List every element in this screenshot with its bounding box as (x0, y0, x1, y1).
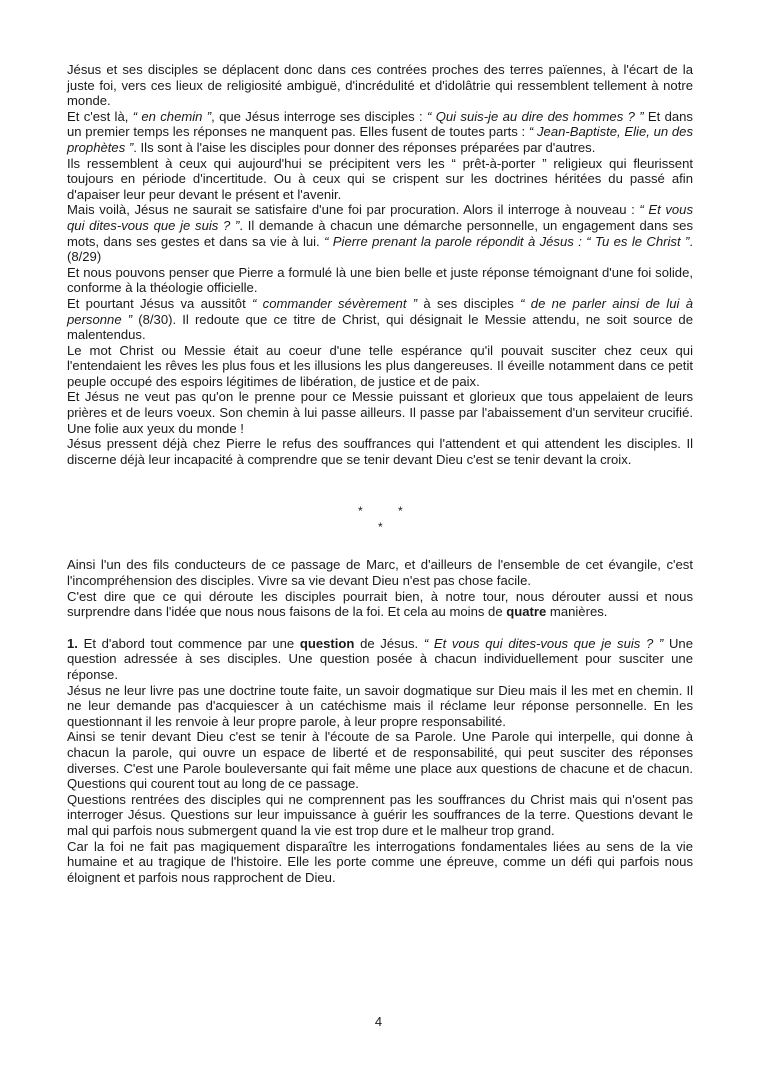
page-number: 4 (374, 1014, 383, 1029)
paragraph-text: Questions rentrées des disciples qui ne comprennent pas les souffrances du Christ mais qui n'osent pas interroger Jésus. Questions sur leur impuissance à guérir les souffrances de la terre. Questions devant le mal qui parfois nous submergent quand la vie est trop dure et le malheur trop grand. (67, 791, 693, 838)
paragraph-text: . Ils sont à l'aise les disciples pour donner des réponses préparées par d'autres. (133, 139, 596, 155)
page-body (67, 62, 693, 885)
paragraph-text: de Jésus. (354, 635, 424, 651)
emphasis-text: quatre (506, 604, 547, 620)
paragraph-text: Une question adressée à ses disciples. Une question posée à chacun individuellement pour susciter une réponse. (67, 635, 693, 682)
paragraph-text: Ils ressemblent à ceux qui aujourd'hui se précipitent vers les “ prêt-à-porter ” religieux qui fleurissent toujours en période d'incertitude. Ou à ceux qui se crispent sur les doctrines héritées du passé afin d'apaiser leur peur devant le présent et l'avenir. (67, 155, 693, 202)
paragraph (67, 729, 693, 791)
paragraph-text: à ses disciples (417, 295, 521, 311)
paragraph-text: Mais voilà, Jésus ne saurait se satisfaire d'une foi par procuration. Alors il interroge à nouveau : (67, 202, 640, 218)
paragraph-text: C'est dire que ce qui déroute les disciples pourrait bien, à notre tour, nous dérouter aussi et nous surprendre dans l'idée que nous nous faisons de la foi. Et cela au moins de (67, 588, 693, 620)
paragraph (67, 436, 693, 467)
separator-star: * (358, 504, 363, 519)
paragraph (67, 636, 693, 683)
paragraph-text: Ainsi se tenir devant Dieu c'est se tenir à l'écoute de sa Parole. Une Parole qui interpelle, qui donne à chacun la parole, qui ouvre un espace de liberté et de responsabilité, qui peut susciter des réponses diverses. C'est une Parole bouleversante qui fait même une place aux questions de chacune et de chacun. Questions qui courent tout au long de ce passage. (67, 729, 693, 792)
spacer (67, 535, 693, 557)
quote-text: “ Pierre prenant la parole répondit à Jésus : “ Tu es le Christ ” (324, 233, 690, 249)
paragraph-text: Et d'abord tout commence par une (77, 635, 300, 651)
emphasis-text: question (299, 635, 355, 651)
paragraph (67, 389, 693, 436)
section-2 (67, 557, 693, 619)
quote-text: “ Et vous qui dites-vous que je suis ? ” (423, 635, 664, 651)
paragraph-text: Jésus et ses disciples se déplacent donc dans ces contrées proches des terres païennes, à l'écart de la juste foi, vers ces lieux de religiosité ambiguë, d'incrédulité et d'idolâtrie qui ressemblent tellement à notre monde. (67, 62, 693, 109)
paragraph-text: . Il demande à chacun une démarche personnelle, un engagement dans ses mots, dans ses gestes et dans sa vie à lui. (67, 217, 693, 249)
paragraph (67, 343, 693, 390)
paragraph (67, 296, 693, 343)
section-1 (67, 62, 693, 467)
paragraph-text: . (8/29) (67, 233, 693, 265)
separator-star: * (398, 504, 403, 519)
paragraph-text: , que Jésus interroge ses disciples : (211, 108, 428, 124)
quote-text: “ Qui suis-je au dire des hommes ? ” (427, 108, 644, 124)
paragraph-text: Jésus ne leur livre pas une doctrine toute faite, un savoir dogmatique sur Dieu mais il les met en chemin. Il ne leur demande pas d'acquiescer à un catéchisme mais il réclame leur réponse personnelle. En les questionnant il les renvoie à leur propre parole, à leur propre responsabilité. (67, 682, 693, 729)
paragraph-text: Ainsi l'un des fils conducteurs de ce passage de Marc, et d'ailleurs de l'ensemble de cet évangile, c'est l'incompréhension des disciples. Vivre sa vie devant Dieu n'est pas chose facile. (67, 557, 693, 589)
paragraph-text: Et pourtant Jésus va aussitôt (67, 295, 252, 311)
paragraph (67, 202, 693, 264)
spacer (67, 620, 693, 636)
paragraph (67, 839, 693, 886)
quote-text: “ de ne parler ainsi de lui à personne ” (67, 295, 693, 327)
paragraph (67, 156, 693, 203)
quote-text: “ en chemin ” (132, 108, 212, 124)
paragraph-text: Le mot Christ ou Messie était au coeur d'une telle espérance qu'il pouvait susciter chez ceux qui l'entendaient les rêves les plus fous et les illusions les plus dangereuses. Il éveille notamment dans ce petit peuple occupé des espoirs légitimes de libération, de justice et de paix. (67, 342, 693, 389)
section-3 (67, 636, 693, 886)
quote-text: “ commander sévèrement ” (252, 295, 418, 311)
quote-text: “ Et vous qui dites-vous que je suis ? ” (67, 202, 694, 233)
paragraph-text: manières. (546, 604, 608, 620)
spacer (67, 467, 693, 505)
paragraph-text: Et c'est là, (67, 108, 133, 124)
paragraph (67, 557, 693, 588)
paragraph (67, 109, 693, 156)
paragraph-text: Et Jésus ne veut pas qu'on le prenne pour ce Messie puissant et glorieux que tous appelaient de leurs prières et de leurs voeux. Son chemin à lui passe ailleurs. Il passe par l'abaissement d'un serviteur crucifié. Une folie aux yeux du monde ! (67, 389, 693, 436)
paragraph-text: Jésus pressent déjà chez Pierre le refus des souffrances qui l'attendent et qui attendent les disciples. Il discerne déjà leur incapacité à comprendre que se tenir devant Dieu c'est se tenir devant la croix. (67, 436, 693, 467)
paragraph (67, 683, 693, 730)
paragraph-text: (8/30). Il redoute que ce titre de Christ, qui désignait le Messie attendu, ne soit source de malentendus. (67, 311, 693, 343)
paragraph-text: Et nous pouvons penser que Pierre a formulé là une bien belle et juste réponse témoignant d'une foi solide, conforme à la théologie officielle. (67, 264, 693, 296)
paragraph (67, 62, 693, 109)
paragraph (67, 589, 693, 620)
section-separator (67, 505, 693, 535)
paragraph (67, 265, 693, 296)
emphasis-text: 1. (67, 635, 78, 651)
paragraph-text: Et dans un premier temps les réponses ne manquent pas. Elles fusent de toutes parts : (67, 108, 693, 140)
separator-star: * (378, 520, 383, 535)
quote-text: “ Jean-Baptiste, Elie, un des prophètes ” (67, 124, 694, 155)
paragraph-text: Car la foi ne fait pas magiquement disparaître les interrogations fondamentales liées au sens de la vie humaine et au tragique de l'histoire. Elle les porte comme une épreuve, comme un défi qui parfois nous éloignent et parfois nous rapprochent de Dieu. (67, 838, 693, 885)
paragraph (67, 792, 693, 839)
